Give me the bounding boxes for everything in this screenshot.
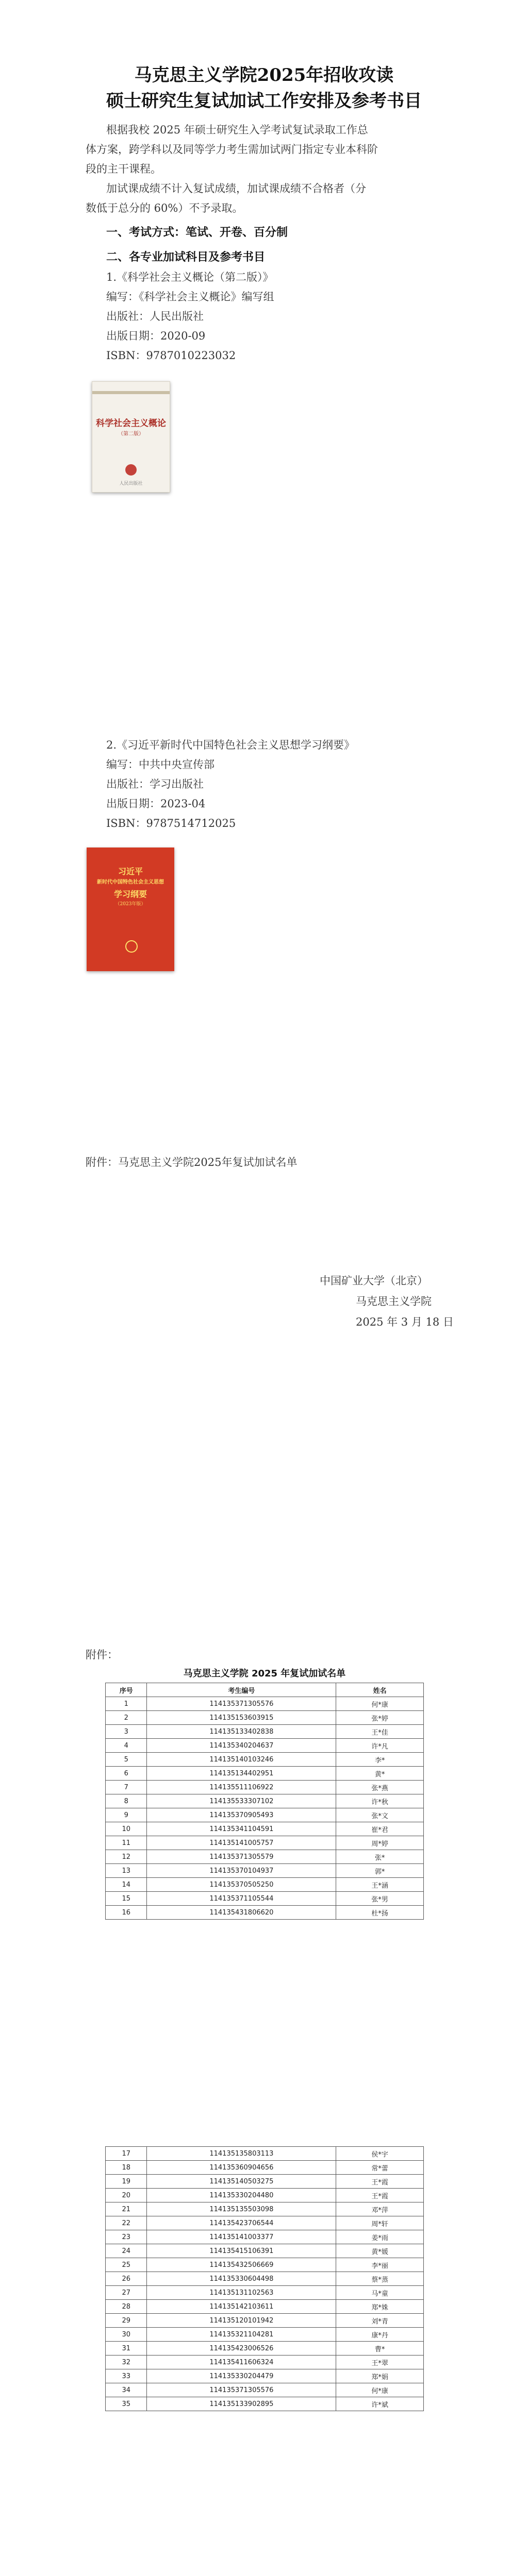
- table-row: [106, 2258, 424, 2272]
- table-row: [106, 2147, 424, 2161]
- candidate-id: 114135340204637: [147, 1739, 336, 1753]
- section-exam-method: 一、考试方式：笔试、开卷、百分制: [106, 226, 288, 239]
- row-index: 1: [106, 1697, 147, 1711]
- intro-paragraph-1-line3: 段的主干课程。: [86, 163, 161, 175]
- table-caption: 马克思主义学院 2025 年复试加试名单: [183, 1668, 346, 1679]
- table-row: [106, 2161, 424, 2175]
- table-row: [106, 1725, 424, 1739]
- candidate-name: 邓*萍: [336, 2202, 424, 2216]
- table-row: [106, 1892, 424, 1906]
- table-row: [106, 1739, 424, 1753]
- row-index: 12: [106, 1850, 147, 1864]
- retest-list-table-part2: [105, 2146, 424, 2411]
- book1-cover-title: 科学社会主义概论: [96, 418, 166, 429]
- table-row: [106, 1808, 424, 1822]
- row-index: 35: [106, 2397, 147, 2411]
- book2-publisher: 出版社：学习出版社: [106, 778, 204, 790]
- candidate-id: 114135133402838: [147, 1725, 336, 1739]
- candidate-name: 张*婷: [336, 1711, 424, 1725]
- book1-isbn: ISBN：9787010223032: [106, 349, 236, 362]
- candidate-id: 114135330204479: [147, 2369, 336, 2383]
- candidate-id: 114135120101942: [147, 2314, 336, 2328]
- book2-date: 出版日期：2023-04: [106, 798, 206, 810]
- candidate-name: 许*秋: [336, 1794, 424, 1808]
- candidate-name: 常*蕾: [336, 2161, 424, 2175]
- candidate-id: 114135140103246: [147, 1753, 336, 1767]
- candidate-name: 曹*: [336, 2342, 424, 2355]
- candidate-id: 114135134402951: [147, 1767, 336, 1781]
- candidate-name: 何*康: [336, 2383, 424, 2397]
- candidate-name: 蔡*蒸: [336, 2272, 424, 2286]
- row-index: 17: [106, 2147, 147, 2161]
- candidate-id: 114135371305576: [147, 2383, 336, 2397]
- candidate-id: 114135371305576: [147, 1697, 336, 1711]
- row-index: 4: [106, 1739, 147, 1753]
- candidate-id: 114135153603915: [147, 1711, 336, 1725]
- row-index: 33: [106, 2369, 147, 2383]
- candidate-id: 114135423706544: [147, 2216, 336, 2230]
- table-row: [106, 2397, 424, 2411]
- candidate-id: 114135533307102: [147, 1794, 336, 1808]
- candidate-name: 王*涵: [336, 1878, 424, 1892]
- section-subjects-books: 二、各专业加试科目及参考书目: [106, 250, 266, 264]
- candidate-name: 康*丹: [336, 2328, 424, 2342]
- book2-isbn: ISBN：9787514712025: [106, 817, 236, 829]
- table-row: [106, 1767, 424, 1781]
- table-row: [106, 2300, 424, 2314]
- book2-cover-line3: 学习纲要: [113, 889, 147, 899]
- table-row: [106, 2230, 424, 2244]
- book2-cover-line1: 习近平: [118, 867, 143, 876]
- table-row: [106, 1836, 424, 1850]
- row-index: 10: [106, 1822, 147, 1836]
- table-row: [106, 1711, 424, 1725]
- intro-paragraph-1-line2: 体方案，跨学科以及同等学力考生需加试两门指定专业本科阶: [86, 143, 378, 156]
- candidate-id: 114135511106922: [147, 1781, 336, 1794]
- candidate-id: 114135140503275: [147, 2175, 336, 2189]
- row-index: 21: [106, 2202, 147, 2216]
- row-index: 5: [106, 1753, 147, 1767]
- book2-editor: 编写：中共中央宣传部: [106, 758, 214, 771]
- candidate-name: 王*霞: [336, 2189, 424, 2202]
- table-row: [106, 1906, 424, 1920]
- table-row: [106, 2314, 424, 2328]
- candidate-name: 杜*扬: [336, 1906, 424, 1920]
- table-header-cell: 序号: [106, 1683, 147, 1697]
- candidate-name: 郑*姝: [336, 2300, 424, 2314]
- book1-cover-publisher: 人民出版社: [119, 481, 143, 486]
- candidate-name: 侯*宇: [336, 2147, 424, 2161]
- candidate-name: 王*佳: [336, 1725, 424, 1739]
- row-index: 13: [106, 1864, 147, 1878]
- candidate-id: 114135133902895: [147, 2397, 336, 2411]
- candidate-id: 114135370505250: [147, 1878, 336, 1892]
- book1-heading: 1.《科学社会主义概论（第二版）》: [106, 271, 274, 283]
- table-header-cell: 考生编号: [147, 1683, 336, 1697]
- row-index: 9: [106, 1808, 147, 1822]
- candidate-id: 114135432506669: [147, 2258, 336, 2272]
- book2-heading: 2.《习近平新时代中国特色社会主义思想学习纲要》: [106, 739, 355, 751]
- table-row: [106, 1794, 424, 1808]
- candidate-id: 114135341104591: [147, 1822, 336, 1836]
- row-index: 28: [106, 2300, 147, 2314]
- row-index: 8: [106, 1794, 147, 1808]
- book2-cover-image: [87, 848, 174, 971]
- table-header-row: [106, 1683, 424, 1697]
- book1-editor: 编写：《科学社会主义概论》编写组: [106, 291, 274, 303]
- document-title-line1: 马克思主义学院2025年招收攻读: [134, 65, 394, 86]
- candidate-name: 郑*娟: [336, 2369, 424, 2383]
- book1-publisher: 出版社：人民出版社: [106, 310, 204, 323]
- intro-paragraph-1-line1: 根据我校 2025 年硕士研究生入学考试复试录取工作总: [106, 124, 368, 136]
- table-row: [106, 1864, 424, 1878]
- table-row: [106, 2355, 424, 2369]
- candidate-id: 114135415106391: [147, 2244, 336, 2258]
- row-index: 18: [106, 2161, 147, 2175]
- row-index: 2: [106, 1711, 147, 1725]
- row-index: 3: [106, 1725, 147, 1739]
- book2-cover-line4: （2023年版）: [115, 902, 146, 907]
- table-row: [106, 2216, 424, 2230]
- table-row: [106, 1822, 424, 1836]
- candidate-id: 114135321104281: [147, 2328, 336, 2342]
- row-index: 20: [106, 2189, 147, 2202]
- candidate-id: 114135330604498: [147, 2272, 336, 2286]
- retest-list-table-part1: [105, 1683, 424, 1920]
- candidate-name: 崔*君: [336, 1822, 424, 1836]
- candidate-name: 刘*青: [336, 2314, 424, 2328]
- row-index: 24: [106, 2244, 147, 2258]
- candidate-name: 周*婷: [336, 1836, 424, 1850]
- candidate-id: 114135135803113: [147, 2147, 336, 2161]
- candidate-name: 张*燕: [336, 1781, 424, 1794]
- candidate-name: 张*文: [336, 1808, 424, 1822]
- candidate-name: 王*霞: [336, 2175, 424, 2189]
- book1-cover-image: [92, 381, 170, 493]
- table-row: [106, 2342, 424, 2355]
- candidate-id: 114135131102563: [147, 2286, 336, 2300]
- row-index: 6: [106, 1767, 147, 1781]
- candidate-name: 周*轩: [336, 2216, 424, 2230]
- candidate-name: 马*童: [336, 2286, 424, 2300]
- candidate-name: 许*凡: [336, 1739, 424, 1753]
- candidate-id: 114135370104937: [147, 1864, 336, 1878]
- table-row: [106, 1697, 424, 1711]
- candidate-id: 114135141003377: [147, 2230, 336, 2244]
- row-index: 32: [106, 2355, 147, 2369]
- candidate-name: 黄*: [336, 1767, 424, 1781]
- row-index: 15: [106, 1892, 147, 1906]
- signature-org1: 中国矿业大学（北京）: [320, 1275, 428, 1287]
- row-index: 11: [106, 1836, 147, 1850]
- candidate-name: 郭*: [336, 1864, 424, 1878]
- candidate-name: 何*康: [336, 1697, 424, 1711]
- intro-paragraph-2-line2: 数低于总分的 60%）不予录取。: [86, 202, 243, 214]
- table-row: [106, 1781, 424, 1794]
- candidate-name: 姜*雨: [336, 2230, 424, 2244]
- row-index: 34: [106, 2383, 147, 2397]
- candidate-id: 114135423006526: [147, 2342, 336, 2355]
- book1-cover-subtitle: （第二版）: [118, 431, 144, 437]
- attachment-label: 附件：: [86, 1649, 118, 1661]
- candidate-name: 李*丽: [336, 2258, 424, 2272]
- table-row: [106, 2175, 424, 2189]
- candidate-id: 114135142103611: [147, 2300, 336, 2314]
- intro-paragraph-2-line1: 加试课成绩不计入复试成绩，加试课成绩不合格者（分: [106, 182, 366, 195]
- table-header-cell: 姓名: [336, 1683, 424, 1697]
- candidate-name: 张*: [336, 1850, 424, 1864]
- attachment-note: 附件：马克思主义学院2025年复试加试名单: [86, 1156, 298, 1168]
- table-row: [106, 2272, 424, 2286]
- table-row: [106, 2286, 424, 2300]
- table-row: [106, 2369, 424, 2383]
- candidate-id: 114135135503098: [147, 2202, 336, 2216]
- row-index: 30: [106, 2328, 147, 2342]
- row-index: 31: [106, 2342, 147, 2355]
- signature-org2: 马克思主义学院: [356, 1295, 432, 1308]
- table-row: [106, 1753, 424, 1767]
- candidate-name: 张*男: [336, 1892, 424, 1906]
- table-row: [106, 1850, 424, 1864]
- row-index: 22: [106, 2216, 147, 2230]
- cover-band: [92, 391, 170, 394]
- table-row: [106, 2328, 424, 2342]
- candidate-id: 114135370905493: [147, 1808, 336, 1822]
- publisher-logo-icon: [125, 464, 137, 476]
- table-row: [106, 2202, 424, 2216]
- candidate-id: 114135371305579: [147, 1850, 336, 1864]
- candidate-id: 114135431806620: [147, 1906, 336, 1920]
- row-index: 27: [106, 2286, 147, 2300]
- candidate-name: 李*: [336, 1753, 424, 1767]
- candidate-id: 114135360904656: [147, 2161, 336, 2175]
- book2-cover-line2: 新时代中国特色社会主义思想: [97, 879, 164, 885]
- candidate-name: 许*斌: [336, 2397, 424, 2411]
- row-index: 25: [106, 2258, 147, 2272]
- row-index: 16: [106, 1906, 147, 1920]
- candidate-name: 王*翠: [336, 2355, 424, 2369]
- row-index: 7: [106, 1781, 147, 1794]
- row-index: 23: [106, 2230, 147, 2244]
- candidate-id: 114135371105544: [147, 1892, 336, 1906]
- book1-date: 出版日期：2020-09: [106, 330, 206, 342]
- row-index: 26: [106, 2272, 147, 2286]
- table-row: [106, 2189, 424, 2202]
- table-row: [106, 1878, 424, 1892]
- candidate-id: 114135141005757: [147, 1836, 336, 1850]
- publisher-emblem-icon: [125, 940, 138, 953]
- candidate-id: 114135330204480: [147, 2189, 336, 2202]
- row-index: 19: [106, 2175, 147, 2189]
- candidate-name: 黄*媛: [336, 2244, 424, 2258]
- table-row: [106, 2383, 424, 2397]
- signature-date: 2025 年 3 月 18 日: [356, 1316, 454, 1328]
- candidate-id: 114135411606324: [147, 2355, 336, 2369]
- document-title-line2: 硕士研究生复试加试工作安排及参考书目: [106, 91, 422, 111]
- row-index: 29: [106, 2314, 147, 2328]
- table-row: [106, 2244, 424, 2258]
- row-index: 14: [106, 1878, 147, 1892]
